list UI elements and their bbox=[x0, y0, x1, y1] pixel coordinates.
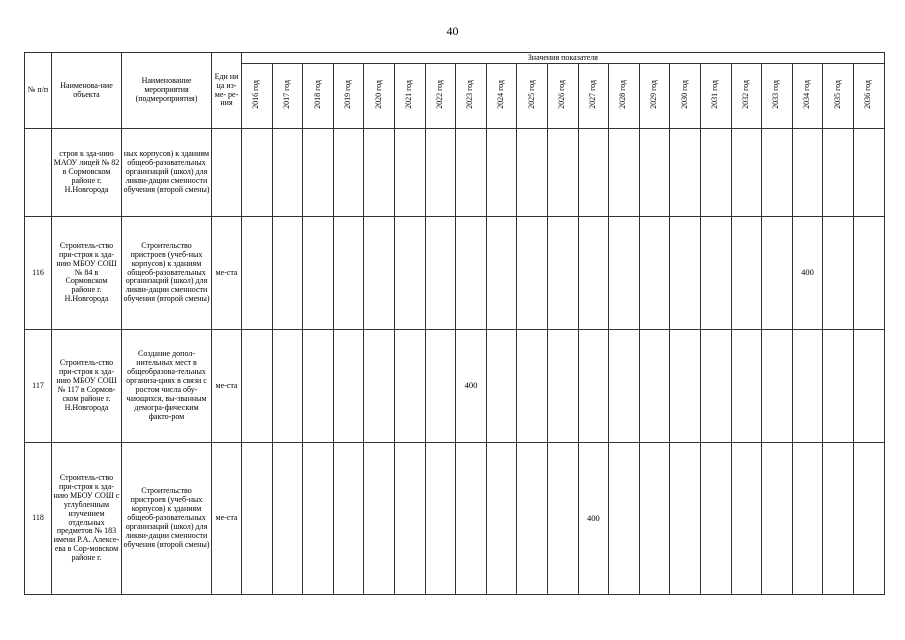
value-cell bbox=[823, 217, 854, 330]
value-cell: 400 bbox=[456, 330, 487, 443]
value-cell bbox=[272, 330, 303, 443]
value-cell bbox=[394, 443, 425, 595]
value-cell bbox=[792, 443, 823, 595]
value-cell bbox=[517, 443, 548, 595]
value-cell bbox=[700, 443, 731, 595]
value-cell bbox=[394, 330, 425, 443]
value-cell bbox=[425, 443, 456, 595]
value-cell bbox=[333, 217, 364, 330]
row-object: строя к зда-нию МАОУ лицей № 82 в Сормовском районе г. Н.Новгорода bbox=[52, 129, 122, 217]
header-year: 2030 год bbox=[670, 64, 701, 129]
header-year: 2036 год bbox=[853, 64, 884, 129]
value-cell bbox=[731, 443, 762, 595]
row-num bbox=[25, 129, 52, 217]
value-cell bbox=[456, 217, 487, 330]
header-year: 2029 год bbox=[639, 64, 670, 129]
value-cell bbox=[242, 217, 273, 330]
header-year: 2023 год bbox=[456, 64, 487, 129]
value-cell bbox=[303, 330, 334, 443]
value-cell bbox=[333, 330, 364, 443]
row-unit bbox=[212, 129, 242, 217]
value-cell bbox=[700, 330, 731, 443]
header-object: Наименова-ние объекта bbox=[52, 53, 122, 129]
value-cell bbox=[547, 129, 578, 217]
value-cell bbox=[639, 217, 670, 330]
indicator-table bbox=[24, 52, 885, 595]
value-cell bbox=[303, 443, 334, 595]
header-year: 2025 год bbox=[517, 64, 548, 129]
value-cell bbox=[700, 217, 731, 330]
value-cell bbox=[517, 129, 548, 217]
header-year: 2034 год bbox=[792, 64, 823, 129]
header-values-group: Значения показателя bbox=[242, 53, 885, 64]
value-cell bbox=[486, 217, 517, 330]
value-cell bbox=[853, 443, 884, 595]
value-cell bbox=[578, 330, 609, 443]
row-unit: ме-ста bbox=[212, 443, 242, 595]
row-object: Строитель-ство при-строя к зда-нию МБОУ СОШ с углубленным изучением отдельных предметов № 183 имени Р.А. Алексе-ева в Сор-мовском районе г. bbox=[52, 443, 122, 595]
value-cell bbox=[853, 129, 884, 217]
value-cell bbox=[853, 330, 884, 443]
value-cell bbox=[242, 330, 273, 443]
value-cell bbox=[517, 330, 548, 443]
value-cell bbox=[578, 217, 609, 330]
value-cell bbox=[639, 443, 670, 595]
row-object: Строитель-ство при-строя к зда-нию МБОУ СОШ № 84 в Сормовском районе г. Н.Новгорода bbox=[52, 217, 122, 330]
value-cell bbox=[272, 443, 303, 595]
value-cell bbox=[364, 217, 395, 330]
value-cell bbox=[425, 129, 456, 217]
value-cell bbox=[486, 129, 517, 217]
value-cell bbox=[762, 443, 793, 595]
table-row bbox=[25, 217, 885, 330]
value-cell bbox=[517, 217, 548, 330]
value-cell: 400 bbox=[792, 217, 823, 330]
table-row bbox=[25, 330, 885, 443]
header-year: 2019 год bbox=[333, 64, 364, 129]
value-cell bbox=[792, 330, 823, 443]
value-cell bbox=[762, 217, 793, 330]
value-cell bbox=[333, 129, 364, 217]
value-cell bbox=[762, 129, 793, 217]
value-cell bbox=[547, 217, 578, 330]
row-event: Строительство пристроев (учеб-ных корпусов) к зданиям общеоб-разовательных организаций (школ) для ликви-дации сменности обучения (второй смены) bbox=[122, 443, 212, 595]
value-cell bbox=[242, 129, 273, 217]
value-cell bbox=[731, 129, 762, 217]
row-num: 117 bbox=[25, 330, 52, 443]
header-year: 2026 год bbox=[547, 64, 578, 129]
value-cell bbox=[272, 217, 303, 330]
row-unit: ме-ста bbox=[212, 330, 242, 443]
header-year: 2031 год bbox=[700, 64, 731, 129]
value-cell bbox=[333, 443, 364, 595]
row-unit: ме-ста bbox=[212, 217, 242, 330]
value-cell bbox=[700, 129, 731, 217]
header-year: 2028 год bbox=[609, 64, 640, 129]
value-cell bbox=[670, 443, 701, 595]
value-cell bbox=[670, 330, 701, 443]
row-object: Строитель-ство при-строя к зда-нию МБОУ СОШ № 117 в Сормов-ском районе г. Н.Новгорода bbox=[52, 330, 122, 443]
value-cell bbox=[364, 129, 395, 217]
header-num: № п/п bbox=[25, 53, 52, 129]
header-year: 2022 год bbox=[425, 64, 456, 129]
value-cell bbox=[547, 330, 578, 443]
value-cell bbox=[456, 443, 487, 595]
value-cell bbox=[823, 443, 854, 595]
header-year: 2018 год bbox=[303, 64, 334, 129]
header-year: 2020 год bbox=[364, 64, 395, 129]
header-year: 2021 год bbox=[394, 64, 425, 129]
value-cell bbox=[303, 129, 334, 217]
header-unit: Еди ни ца из- ме- ре- ния bbox=[212, 53, 242, 129]
row-event: Строительство пристроев (учеб-ных корпусов) к зданиям общеоб-разовательных организаций (школ) для ликви-дации сменности обучения (второй смены) bbox=[122, 217, 212, 330]
page-number: 40 bbox=[446, 24, 459, 38]
value-cell bbox=[425, 217, 456, 330]
table-row bbox=[25, 443, 885, 595]
header-year: 2033 год bbox=[762, 64, 793, 129]
value-cell bbox=[670, 129, 701, 217]
value-cell bbox=[456, 129, 487, 217]
value-cell bbox=[364, 330, 395, 443]
value-cell bbox=[639, 330, 670, 443]
value-cell bbox=[609, 217, 640, 330]
value-cell bbox=[762, 330, 793, 443]
value-cell bbox=[639, 129, 670, 217]
value-cell bbox=[670, 217, 701, 330]
header-year: 2027 год bbox=[578, 64, 609, 129]
header-year: 2035 год bbox=[823, 64, 854, 129]
header-year: 2017 год bbox=[272, 64, 303, 129]
value-cell bbox=[486, 330, 517, 443]
row-event: ных корпусов) к зданиям общеоб-разовательных организаций (школ) для ликви-дации сменности обучения (второй смены) bbox=[122, 129, 212, 217]
row-event: Создание допол-нительных мест в общеобразова-тельных организа-циях в связи с ростом числа обу-чающихся, вы-званным демогра-фическим факто-ром bbox=[122, 330, 212, 443]
value-cell bbox=[394, 129, 425, 217]
value-cell bbox=[731, 217, 762, 330]
value-cell bbox=[547, 443, 578, 595]
row-num: 118 bbox=[25, 443, 52, 595]
value-cell bbox=[792, 129, 823, 217]
value-cell bbox=[578, 129, 609, 217]
header-year: 2032 год bbox=[731, 64, 762, 129]
value-cell bbox=[609, 129, 640, 217]
value-cell bbox=[394, 217, 425, 330]
header-year: 2024 год bbox=[486, 64, 517, 129]
value-cell: 400 bbox=[578, 443, 609, 595]
value-cell bbox=[823, 330, 854, 443]
value-cell bbox=[425, 330, 456, 443]
value-cell bbox=[486, 443, 517, 595]
value-cell bbox=[609, 443, 640, 595]
value-cell bbox=[823, 129, 854, 217]
row-num: 116 bbox=[25, 217, 52, 330]
value-cell bbox=[609, 330, 640, 443]
value-cell bbox=[731, 330, 762, 443]
value-cell bbox=[853, 217, 884, 330]
value-cell bbox=[364, 443, 395, 595]
value-cell bbox=[272, 129, 303, 217]
value-cell bbox=[303, 217, 334, 330]
table-row bbox=[25, 129, 885, 217]
value-cell bbox=[242, 443, 273, 595]
header-year: 2016 год bbox=[242, 64, 273, 129]
header-event: Наименование мероприятия (подмероприятия) bbox=[122, 53, 212, 129]
